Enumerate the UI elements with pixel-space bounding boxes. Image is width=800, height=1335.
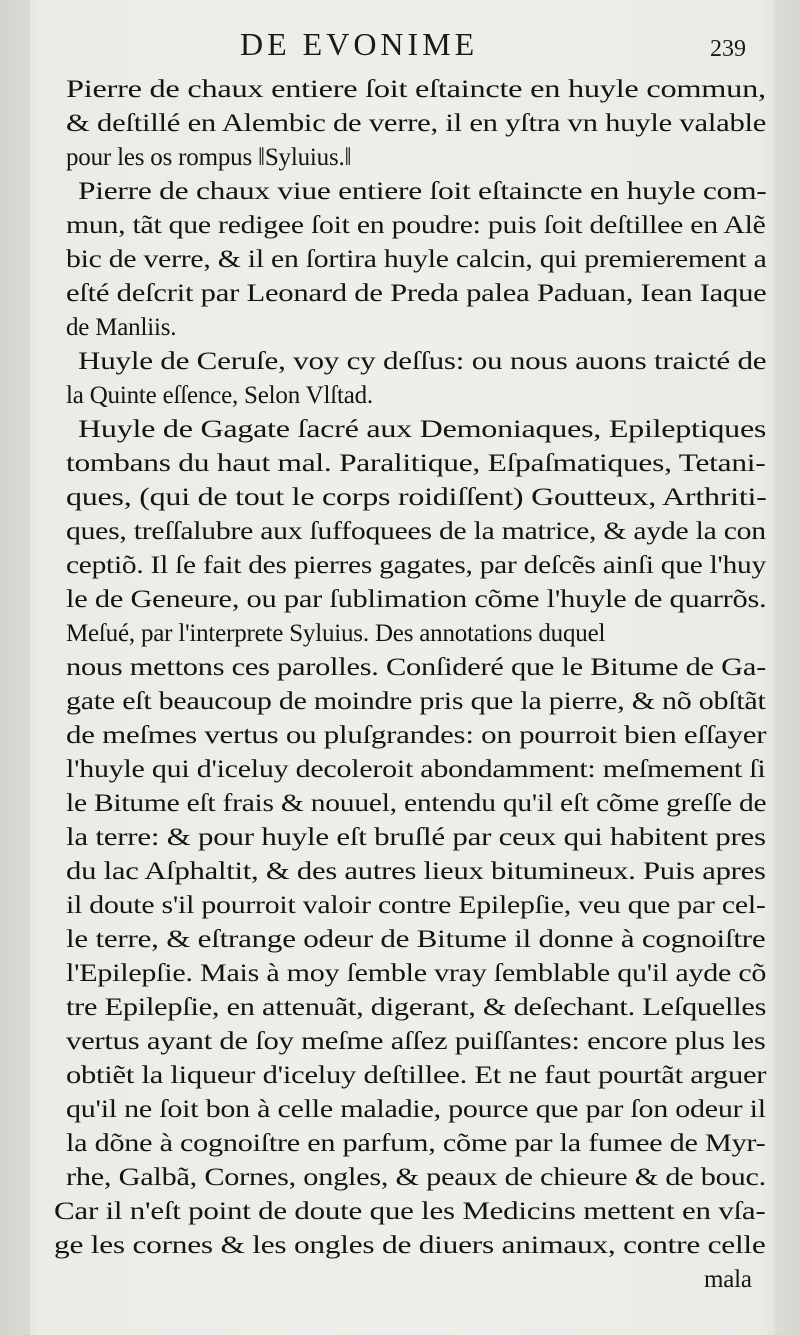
text-line: ceptiõ. Il ſe fait des pierres gagates, par deſcẽs ainſi que l'huy [66, 552, 766, 579]
text-line: ques, treſſalubre aux ſuffoquees de la matrice, & ayde la con [66, 518, 766, 545]
text-line: il doute s'il pourroit valoir contre Epilepſie, veu que par cel- [66, 892, 766, 919]
text-line: du lac Aſphaltit, & des autres lieux bitumineux. Puis apres [66, 858, 766, 885]
text-line: l'Epilepſie. Mais à moy ſemble vray ſemblable qu'il ayde cõ [66, 960, 767, 987]
text-line: Car il n'eſt point de doute que les Medicins mettent en vſa- [54, 1198, 766, 1225]
page-number: 239 [710, 36, 746, 62]
text-line: de Manliis. [66, 314, 177, 341]
text-line: le de Geneure, ou par ſublimation cõme l'huyle de quarrõs. [66, 586, 767, 613]
text-line: tre Epilepſie, en attenuãt, digerant, & deſechant. Leſquelles [66, 994, 767, 1021]
text-line: la dõne à cognoiſtre en parfum, cõme par la fumee de Myr- [66, 1130, 766, 1157]
catchword: mala [704, 1266, 752, 1293]
text-line: Pierre de chaux entiere ſoit eſtaincte en huyle commun, [66, 76, 766, 103]
text-line: de meſmes vertus ou pluſgrandes: on pourroit bien eſſayer [66, 722, 767, 749]
text-line: eſté deſcrit par Leonard de Preda palea Paduan, Iean Iaque [66, 280, 767, 307]
text-line: la Quinte eſſence, Selon Vlſtad. [66, 382, 373, 409]
running-title: DE EVONIME [240, 26, 479, 62]
text-line: qu'il ne ſoit bon à celle maladie, pource que par ſon odeur il [66, 1096, 766, 1123]
text-line: obtiẽt la liqueur d'iceluy deſtillee. Et ne faut pourtãt arguer [66, 1062, 767, 1089]
text-line: vertus ayant de ſoy meſme aſſez puiſſantes: encore plus les [66, 1028, 766, 1055]
text-line: Meſué, par l'interprete Syluius. Des annotations duquel [66, 620, 606, 647]
text-line: bic de verre, & il en ſortira huyle calcin, qui premierement a [66, 246, 767, 273]
text-line: la terre: & pour huyle eſt bruſlé par ceux qui habitent pres [66, 824, 766, 851]
text-line: mun, tãt que redigee ſoit en poudre: puis ſoit deſtillee en Alẽ [66, 212, 766, 239]
text-line: rhe, Galbã, Cornes, ongles, & peaux de chieure & de bouc. [66, 1164, 766, 1191]
text-line: gate eſt beaucoup de moindre pris que la pierre, & nõ obſtãt [66, 688, 766, 715]
text-line: Huyle de Gagate ſacré aux Demoniaques, Epileptiques [78, 416, 767, 443]
text-line: Huyle de Ceruſe, voy cy deſſus: ou nous auons traicté de [78, 348, 767, 375]
text-line: nous mettons ces parolles. Conſideré que le Bitume de Ga- [66, 654, 766, 681]
text-line: Pierre de chaux viue entiere ſoit eſtaincte en huyle com- [78, 178, 767, 205]
text-line: ques, (qui de tout le corps roidiſſent) Goutteux, Arthriti- [66, 484, 767, 511]
text-line: tombans du haut mal. Paralitique, Eſpaſmatiques, Tetani- [66, 450, 766, 477]
text-line: & deſtillé en Alembic de verre, il en yſtra vn huyle valable [66, 110, 767, 137]
text-line: pour les os rompus ‖Syluius.‖ [66, 144, 352, 171]
text-line: le Bitume eſt frais & nouuel, entendu qu'il eſt cõme greſſe de [66, 790, 767, 817]
text-line: le terre, & eſtrange odeur de Bitume il donne à cognoiſtre [66, 926, 766, 953]
text-line: l'huyle qui d'iceluy decoleroit abondamment: meſmement ſi [66, 756, 766, 783]
text-line: ge les cornes & les ongles de diuers animaux, contre celle [54, 1232, 766, 1259]
